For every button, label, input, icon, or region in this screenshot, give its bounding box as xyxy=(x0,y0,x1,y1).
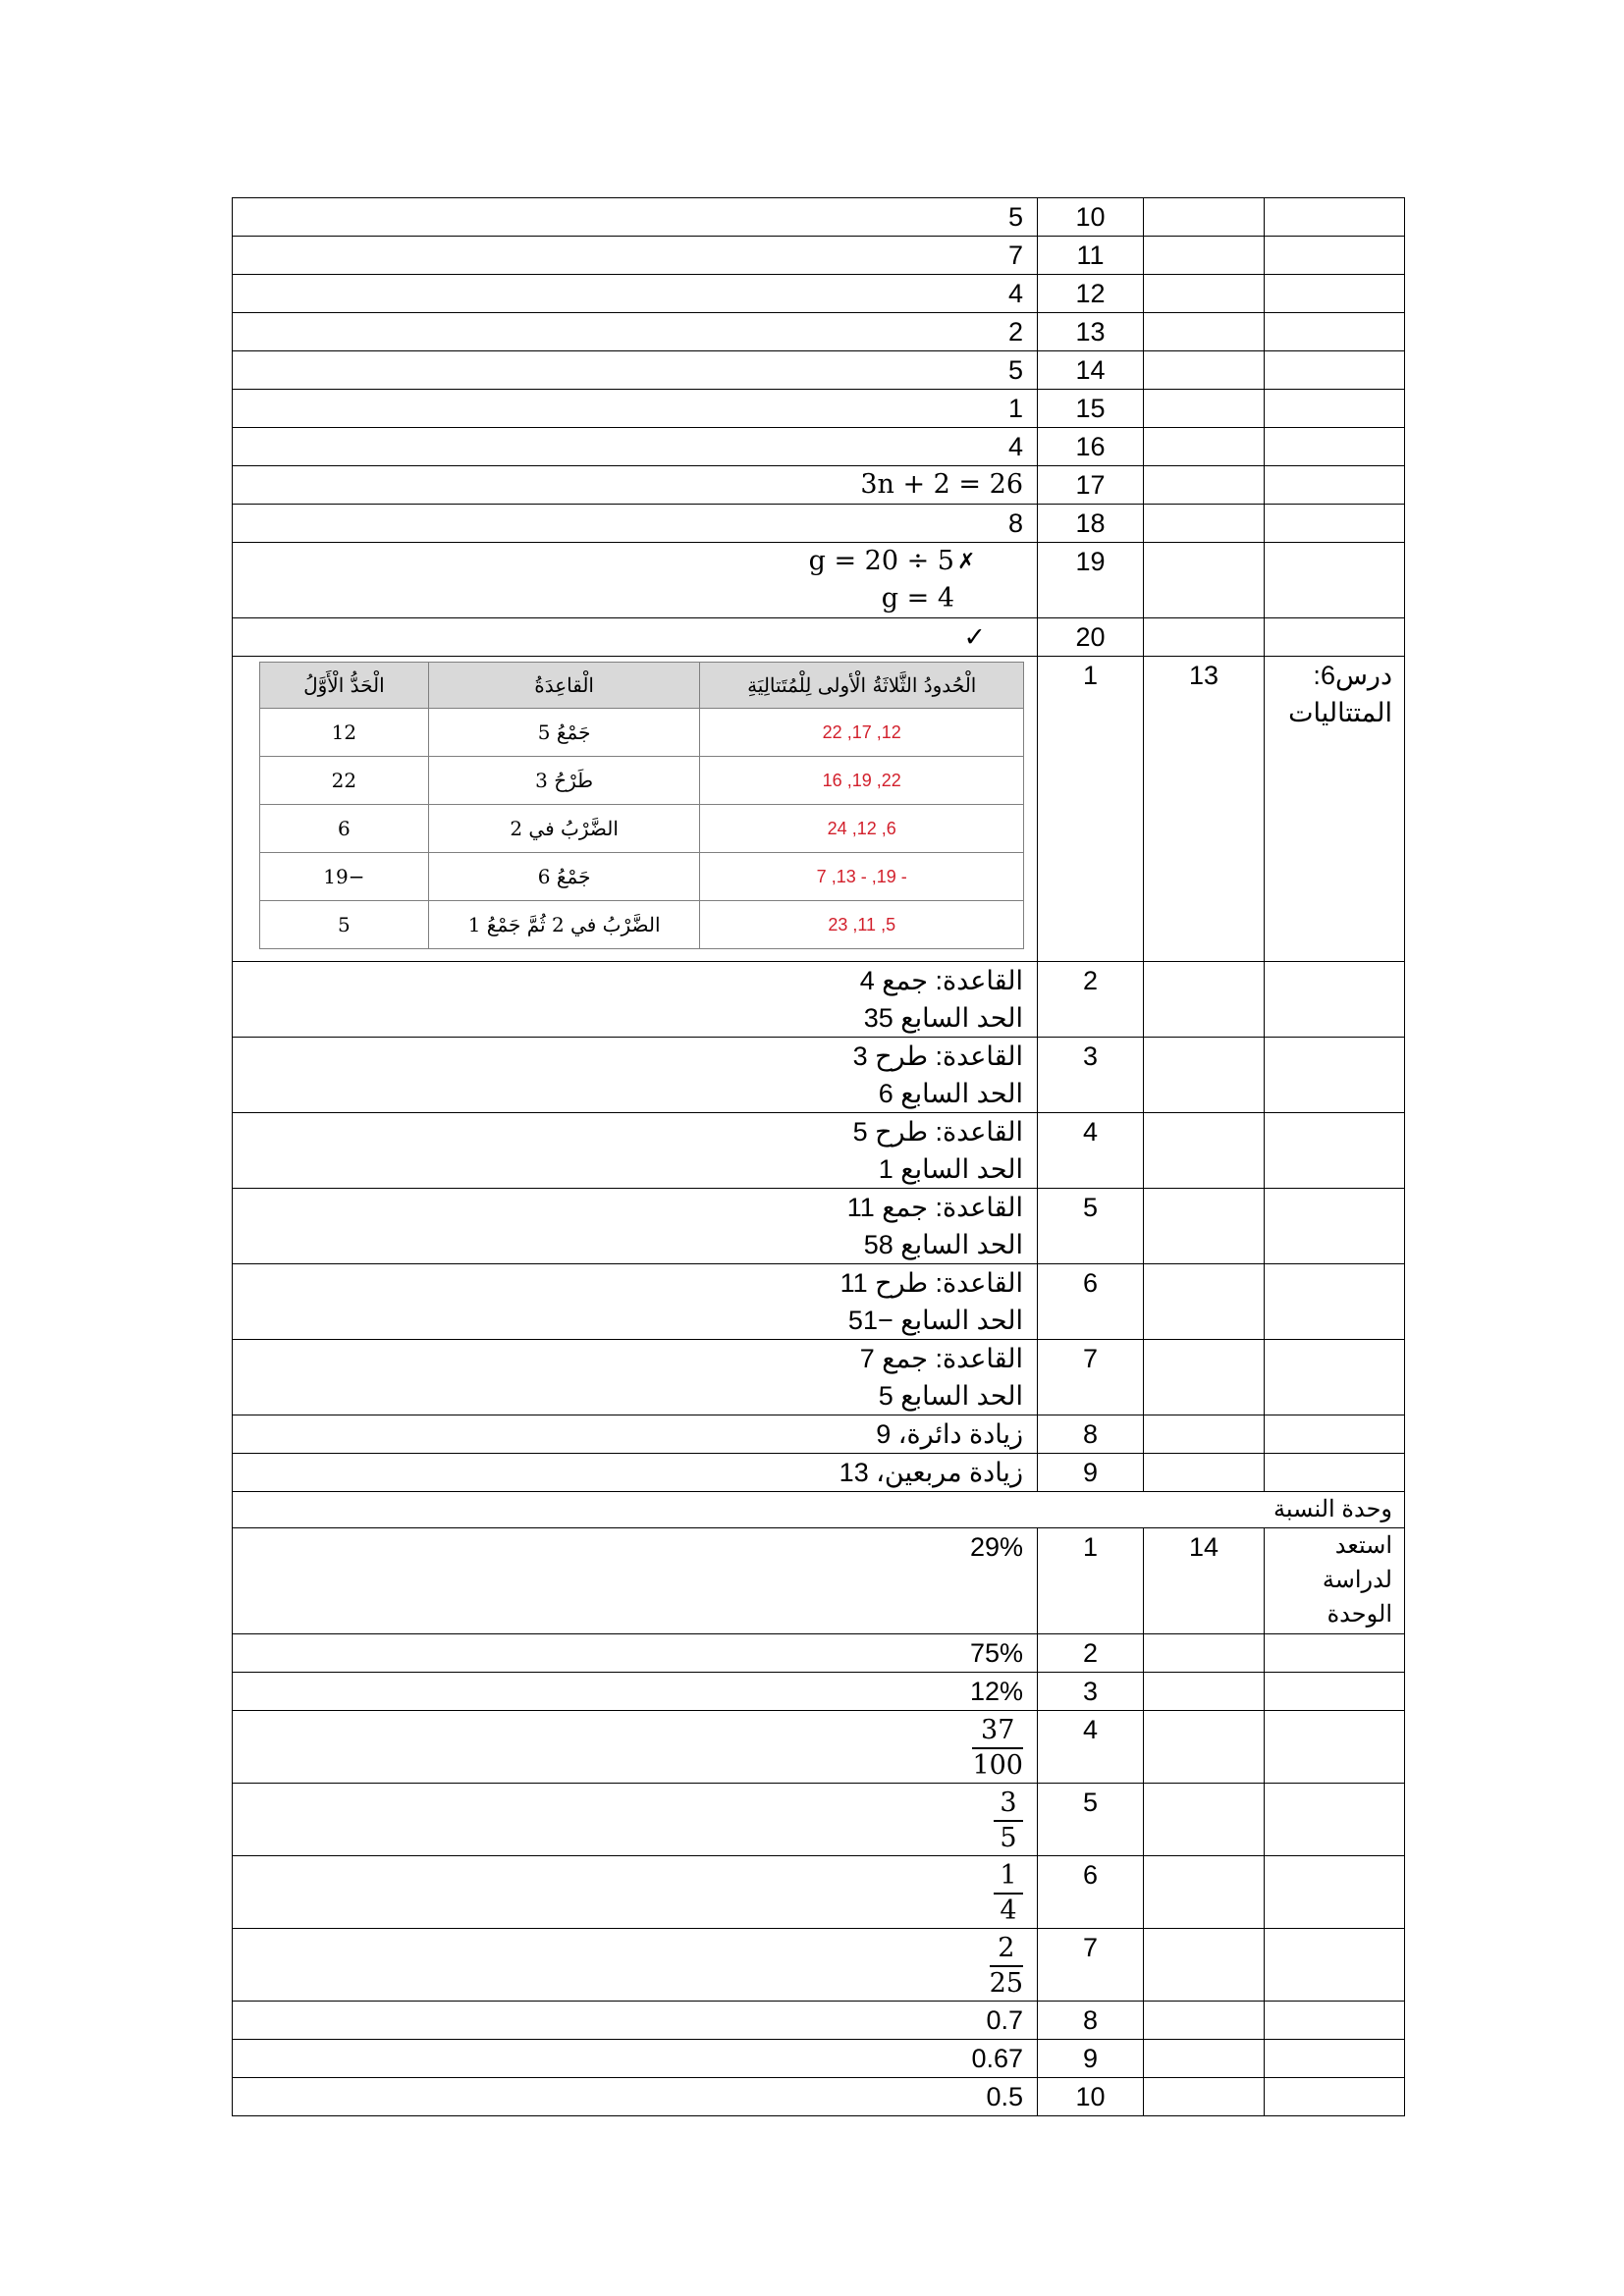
page-cell xyxy=(1144,2078,1265,2116)
cross-mark-icon: ✗ xyxy=(957,549,976,573)
question-number: 5 xyxy=(1038,1784,1144,1856)
rule-cell: جَمْعُ 6 xyxy=(428,853,700,901)
lesson-cell xyxy=(1265,198,1405,237)
answer-cell: 5 xyxy=(233,351,1038,390)
answer-cell xyxy=(233,962,1038,1038)
page-number: 13 xyxy=(1144,657,1265,962)
first-term-cell: −19 xyxy=(260,853,429,901)
answer-cell: 7 xyxy=(233,237,1038,275)
lesson-cell xyxy=(1265,618,1405,657)
question-number: 8 xyxy=(1038,2002,1144,2040)
question-number: 19 xyxy=(1038,543,1144,618)
equation-answer: 3n + 2 = 26 xyxy=(233,466,1038,505)
table-row xyxy=(233,543,1405,618)
answer-cell xyxy=(233,1264,1038,1340)
answer-cell xyxy=(233,1189,1038,1264)
question-number: 4 xyxy=(1038,1113,1144,1189)
question-number: 5 xyxy=(1038,1189,1144,1264)
lesson-cell xyxy=(1265,428,1405,466)
sequence-row xyxy=(260,853,1024,901)
answer-cell: 0.67 xyxy=(233,2040,1038,2078)
page-cell xyxy=(1144,1711,1265,1784)
table-row xyxy=(233,1711,1405,1784)
table-row xyxy=(233,1038,1405,1113)
lesson-cell xyxy=(1265,1673,1405,1711)
answer-cell xyxy=(233,1340,1038,1415)
answer-cell xyxy=(233,657,1038,962)
seventh-term-line: الحد السابع 35 xyxy=(863,1003,1023,1033)
check-mark-icon: ✓ xyxy=(963,622,986,652)
question-number: 13 xyxy=(1038,313,1144,351)
answer-cell: 4 xyxy=(233,428,1038,466)
table-row xyxy=(233,198,1405,237)
sequence-row xyxy=(260,757,1024,805)
lesson-cell xyxy=(1265,543,1405,618)
table-row xyxy=(233,1454,1405,1492)
question-number: 4 xyxy=(1038,1711,1144,1784)
page-cell xyxy=(1144,313,1265,351)
lesson-cell xyxy=(1265,275,1405,313)
lesson-cell xyxy=(1265,1038,1405,1113)
lesson-cell xyxy=(1265,962,1405,1038)
question-number: 6 xyxy=(1038,1856,1144,1929)
table-row xyxy=(233,1673,1405,1711)
rule-cell: جَمْعُ 5 xyxy=(428,709,700,757)
numerator: 3 xyxy=(1000,1788,1017,1818)
page-cell xyxy=(1144,1634,1265,1673)
page-cell xyxy=(1144,1929,1265,2002)
page-cell xyxy=(1144,1415,1265,1454)
numerator: 37 xyxy=(981,1715,1015,1745)
lesson-cell xyxy=(1265,351,1405,390)
question-number: 2 xyxy=(1038,1634,1144,1673)
terms-answer: - 19, - 13, 7 xyxy=(700,853,1024,901)
answer-cell xyxy=(233,1856,1038,1929)
question-number: 8 xyxy=(1038,1415,1144,1454)
first-term-cell: 22 xyxy=(260,757,429,805)
lesson-cell xyxy=(1265,1415,1405,1454)
question-number: 12 xyxy=(1038,275,1144,313)
first-term-cell: 5 xyxy=(260,901,429,949)
rule-cell: طَرْحُ 3 xyxy=(428,757,700,805)
lesson-cell xyxy=(1265,1711,1405,1784)
table-row xyxy=(233,2002,1405,2040)
answer-key-table xyxy=(232,197,1405,2116)
page-cell xyxy=(1144,466,1265,505)
table-row xyxy=(233,2040,1405,2078)
lesson-cell xyxy=(1265,1340,1405,1415)
page-cell xyxy=(1144,351,1265,390)
numerator: 2 xyxy=(998,1933,1015,1963)
page-cell xyxy=(1144,1673,1265,1711)
page-cell xyxy=(1144,237,1265,275)
seventh-term-line: الحد السابع 58 xyxy=(863,1230,1023,1259)
lesson-label: درس6: المتتاليات xyxy=(1265,657,1405,962)
question-number: 20 xyxy=(1038,618,1144,657)
rule-cell: الضَّرْبُ في 2 xyxy=(428,805,700,853)
lesson-cell xyxy=(1265,1113,1405,1189)
page-cell xyxy=(1144,543,1265,618)
table-row xyxy=(233,1415,1405,1454)
sequence-header-row xyxy=(260,663,1024,709)
answer-cell: زيادة دائرة، 9 xyxy=(233,1415,1038,1454)
table-row xyxy=(233,1528,1405,1634)
terms-answer: 5, 11, 23 xyxy=(700,901,1024,949)
question-number: 1 xyxy=(1038,1528,1144,1634)
answer-cell xyxy=(233,1711,1038,1784)
lesson-cell xyxy=(1265,1189,1405,1264)
rule-line: القاعدة: طرح 11 xyxy=(839,1268,1023,1298)
answer-cell xyxy=(233,543,1038,618)
table-row xyxy=(233,428,1405,466)
table-row xyxy=(233,390,1405,428)
lesson-cell xyxy=(1265,313,1405,351)
page-cell xyxy=(1144,1189,1265,1264)
seventh-term-line: الحد السابع 1 xyxy=(878,1154,1023,1184)
page-number: 14 xyxy=(1144,1528,1265,1634)
answer-cell: 29% xyxy=(233,1528,1038,1634)
question-number: 6 xyxy=(1038,1264,1144,1340)
answer-cell xyxy=(233,618,1038,657)
table-row xyxy=(233,1634,1405,1673)
page-cell xyxy=(1144,198,1265,237)
table-row xyxy=(233,1189,1405,1264)
question-number: 10 xyxy=(1038,2078,1144,2116)
lesson-cell xyxy=(1265,237,1405,275)
rule-line: القاعدة: جمع 11 xyxy=(846,1193,1023,1222)
table-row xyxy=(233,237,1405,275)
lesson-cell xyxy=(1265,1264,1405,1340)
question-number: 14 xyxy=(1038,351,1144,390)
fraction xyxy=(990,1932,1023,2001)
table-row xyxy=(233,962,1405,1038)
table-row xyxy=(233,1340,1405,1415)
fraction xyxy=(994,1859,1023,1928)
table-row xyxy=(233,466,1405,505)
sequence-row xyxy=(260,805,1024,853)
table-row xyxy=(233,505,1405,543)
denominator: 4 xyxy=(994,1893,1023,1928)
sequence-table xyxy=(259,662,1024,949)
header-first-term: الْحَدُّ الْأَوَّلُ xyxy=(260,663,429,709)
page-cell xyxy=(1144,962,1265,1038)
question-number: 10 xyxy=(1038,198,1144,237)
answer-cell: 4 xyxy=(233,275,1038,313)
page-cell xyxy=(1144,1340,1265,1415)
page-cell xyxy=(1144,618,1265,657)
answer-cell: 1 xyxy=(233,390,1038,428)
question-number: 15 xyxy=(1038,390,1144,428)
table-row xyxy=(233,1856,1405,1929)
header-terms: الْحُدودُ الثَّلاثَةُ الْأولى لِلْمُتَتالِيَةِ xyxy=(700,663,1024,709)
page-cell xyxy=(1144,1856,1265,1929)
first-term-cell: 6 xyxy=(260,805,429,853)
question-number: 17 xyxy=(1038,466,1144,505)
page-cell xyxy=(1144,428,1265,466)
page-cell xyxy=(1144,275,1265,313)
seventh-term-line: الحد السابع −51 xyxy=(847,1306,1023,1335)
question-number: 3 xyxy=(1038,1038,1144,1113)
page-cell xyxy=(1144,1454,1265,1492)
question-number: 7 xyxy=(1038,1340,1144,1415)
seventh-term-line: الحد السابع 6 xyxy=(878,1079,1023,1108)
denominator: 100 xyxy=(972,1747,1023,1783)
answer-cell: 2 xyxy=(233,313,1038,351)
page-cell xyxy=(1144,505,1265,543)
numerator: 1 xyxy=(1000,1860,1017,1891)
fraction xyxy=(972,1714,1023,1783)
lesson-cell xyxy=(1265,466,1405,505)
table-row xyxy=(233,1929,1405,2002)
seventh-term-line: الحد السابع 5 xyxy=(878,1381,1023,1411)
rule-line: القاعدة: طرح 5 xyxy=(852,1117,1023,1147)
table-row xyxy=(233,1784,1405,1856)
table-row xyxy=(233,313,1405,351)
terms-answer: 22, 19, 16 xyxy=(700,757,1024,805)
lesson-cell xyxy=(1265,1929,1405,2002)
lesson-cell xyxy=(1265,390,1405,428)
table-row xyxy=(233,1264,1405,1340)
table-row xyxy=(233,657,1405,962)
page-cell xyxy=(1144,1784,1265,1856)
answer-cell: 75% xyxy=(233,1634,1038,1673)
sequence-row xyxy=(260,709,1024,757)
page-cell xyxy=(1144,390,1265,428)
table-row xyxy=(233,2078,1405,2116)
answer-cell: 12% xyxy=(233,1673,1038,1711)
question-number: 1 xyxy=(1038,657,1144,962)
question-number: 7 xyxy=(1038,1929,1144,2002)
rule-cell: الضَّرْبُ في 2 ثُمَّ جَمْعُ 1 xyxy=(428,901,700,949)
page-cell xyxy=(1144,1113,1265,1189)
answer-cell: 0.5 xyxy=(233,2078,1038,2116)
question-number: 2 xyxy=(1038,962,1144,1038)
rule-line: القاعدة: طرح 3 xyxy=(852,1041,1023,1071)
lesson-cell xyxy=(1265,2040,1405,2078)
rule-line: القاعدة: جمع 7 xyxy=(859,1344,1023,1373)
equation-line: g = 20 ÷ 5 xyxy=(808,546,954,576)
table-row xyxy=(233,618,1405,657)
answer-cell xyxy=(233,1038,1038,1113)
question-number: 9 xyxy=(1038,1454,1144,1492)
page-cell xyxy=(1144,1264,1265,1340)
unit-row xyxy=(233,1492,1405,1528)
sequence-row xyxy=(260,901,1024,949)
lesson-cell xyxy=(1265,505,1405,543)
answer-cell xyxy=(233,1929,1038,2002)
lesson-cell xyxy=(1265,1784,1405,1856)
terms-answer: 6, 12, 24 xyxy=(700,805,1024,853)
lesson-label: استعد لدراسة الوحدة xyxy=(1265,1528,1405,1634)
page-cell xyxy=(1144,1038,1265,1113)
question-number: 3 xyxy=(1038,1673,1144,1711)
table-row xyxy=(233,1113,1405,1189)
lesson-cell xyxy=(1265,2078,1405,2116)
denominator: 25 xyxy=(990,1965,1023,2001)
lesson-cell xyxy=(1265,1856,1405,1929)
answer-cell: 0.7 xyxy=(233,2002,1038,2040)
answer-cell xyxy=(233,1113,1038,1189)
unit-title: وحدة النسبة xyxy=(233,1492,1405,1528)
question-number: 16 xyxy=(1038,428,1144,466)
answer-cell xyxy=(233,1784,1038,1856)
rule-line: القاعدة: جمع 4 xyxy=(859,966,1023,995)
lesson-cell xyxy=(1265,1634,1405,1673)
header-rule: الْقاعِدَةُ xyxy=(428,663,700,709)
answer-cell: زيادة مربعين، 13 xyxy=(233,1454,1038,1492)
page-cell xyxy=(1144,2002,1265,2040)
page-cell xyxy=(1144,2040,1265,2078)
table-row xyxy=(233,351,1405,390)
fraction xyxy=(994,1787,1023,1855)
terms-answer: 12, 17, 22 xyxy=(700,709,1024,757)
answer-cell: 8 xyxy=(233,505,1038,543)
question-number: 11 xyxy=(1038,237,1144,275)
table-row xyxy=(233,275,1405,313)
question-number: 9 xyxy=(1038,2040,1144,2078)
lesson-cell xyxy=(1265,1454,1405,1492)
lesson-cell xyxy=(1265,2002,1405,2040)
question-number: 18 xyxy=(1038,505,1144,543)
answer-cell: 5 xyxy=(233,198,1038,237)
denominator: 5 xyxy=(994,1820,1023,1855)
equation-line: g = 4 xyxy=(881,583,954,614)
first-term-cell: 12 xyxy=(260,709,429,757)
